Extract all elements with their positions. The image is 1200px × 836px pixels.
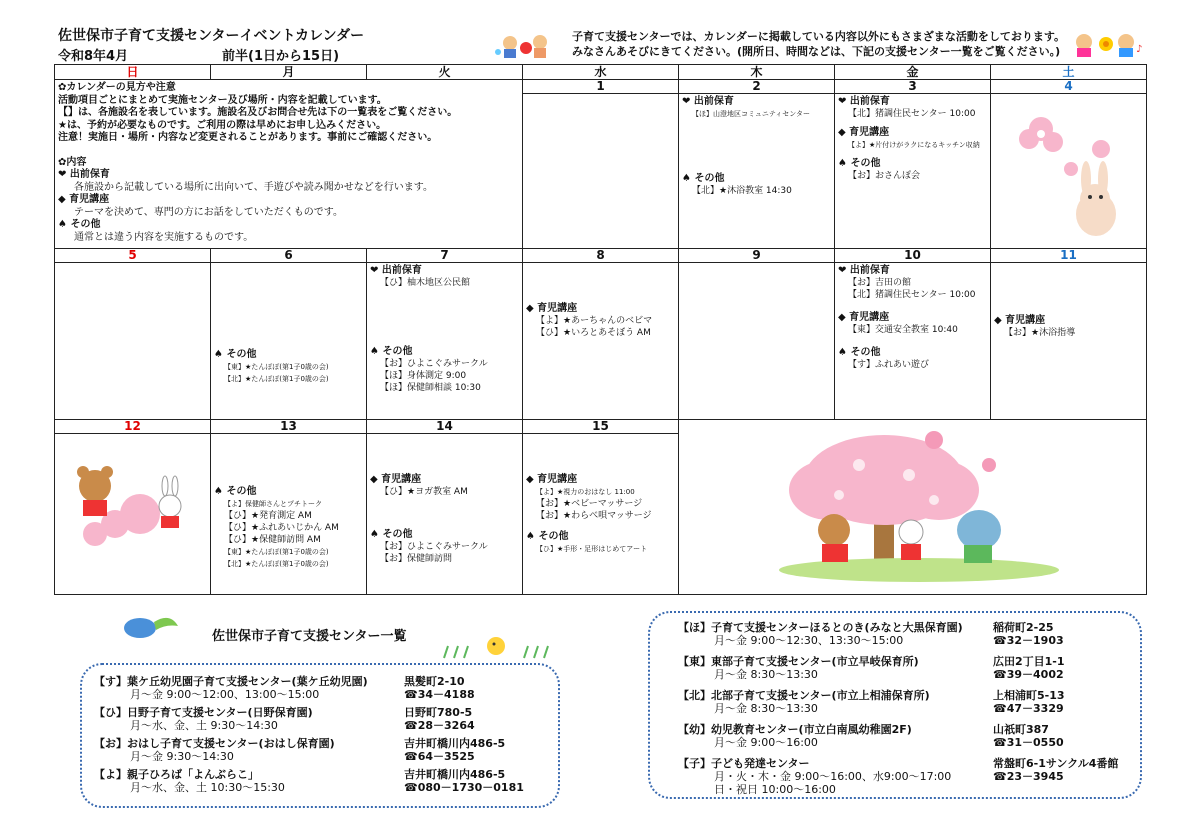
cherry-tree-illustration-icon [679,420,1147,590]
notice-text: 子育て支援センターでは、カレンダーに掲載している内容以外にもさまざまな活動をしております。 みなさんあそびにきてください。(開所日、時間などは、下記の支援センター一覧をご覧ください。) [572,30,1065,58]
center-tel: ☎34－4188 [404,688,475,701]
day-cell-11 [991,249,1147,420]
rabbit-blossom-illustration-icon [991,94,1147,244]
day-number: 3 [835,80,990,94]
day-number: 4 [991,80,1146,94]
legend-line: 活動項目ごとにまとめて実施センター及び場所・内容を記載しています。 [58,94,387,106]
event-item: 【ひ】★いろとあそぼう AM [536,328,651,338]
centers-title: 佐世保市子育て支援センター一覧 [212,629,407,644]
weekday-tue: 火 [367,65,523,80]
event-item: 【東】★たんぽぽ(第1子0歳の会) [224,548,329,556]
event-item: 【よ】保健師さんとプチトーク [224,500,322,508]
center-entry [678,689,1133,715]
category-demae: ❤ 出前保育 [370,265,422,276]
event-item: 【お】★わらべ唄マッサージ [536,511,652,521]
day-cell-12 [55,420,211,595]
event-item: 【お】★ベビーマッサージ [536,499,643,509]
center-hours: 月～金 9:00～12:00、13:00～15:00 [130,688,320,701]
center-entry [94,737,550,763]
legend-line: 注意！実施日・場所・内容など変更されることがあります。事前にご確認ください。 [58,132,438,143]
center-tel: ☎28－3264 [404,719,475,732]
center-hours: 月～金 9:00～12:30、13:30～15:00 [714,634,904,647]
day-cell-15 [523,420,679,595]
center-tel: ☎47－3329 [993,702,1064,715]
day-number: 13 [211,420,366,434]
category-ikuji: ◆ 育児講座 [526,474,578,485]
day-number: 11 [991,249,1146,263]
event-item: 【北】★たんぽぽ(第1子0歳の会) [224,560,329,568]
bird-icon [120,612,180,646]
category-demae: ❤ 出前保育 [682,96,734,107]
category-sonota: ♠ その他 [214,349,257,360]
day-cell-4 [991,80,1147,249]
center-address: 日野町780-5 [404,706,473,719]
center-entry [678,757,1133,796]
center-name: 【ひ】日野子育て支援センター(日野保育園) [94,706,313,719]
center-entry [678,655,1133,681]
category-sonota: ♠ その他 [838,158,881,169]
day-number: 9 [679,249,834,263]
center-hours: 月～水、金、土 9:30～14:30 [130,719,278,732]
category-ikuji: ◆ 育児講座 [838,127,890,138]
center-name: 【お】おはし子育て支援センター(おはし保育園) [94,737,335,750]
category-sonota: ♠ その他 [214,486,257,497]
center-address: 上相浦町5-13 [993,689,1065,702]
center-address: 吉井町橋川内486-5 [404,768,506,781]
center-name: 【幼】幼児教育センター(市立白南風幼稚園2F) [678,723,912,736]
event-item: 【ほ】山澄地区コミュニティセンター [692,110,811,118]
legend-cell [55,80,523,249]
category-demae: ❤ 出前保育 [838,96,890,107]
month-label: 令和8年4月 [58,49,129,64]
day-number: 14 [367,420,522,434]
category-sonota: ♠ その他 [682,173,725,184]
center-address: 吉井町橋川内486-5 [404,737,506,750]
weekday-sun: 日 [55,65,211,80]
event-item: 【よ】★片付けがラクになるキッチン収納 [848,141,980,149]
category-sonota: ♠ その他 [370,346,413,357]
event-item: 【ほ】保健師相談 10:30 [380,383,481,393]
day-cell-6 [211,249,367,420]
center-hours: 月～金 8:30～13:30 [714,702,818,715]
weekday-mon: 月 [211,65,367,80]
legend-cat-desc: 通常とは違う内容を実施するものです。 [74,231,254,243]
day-number: 12 [55,420,210,434]
day-number: 15 [523,420,678,434]
event-item: 【北】★たんぽぽ(第1子0歳の会) [224,375,329,383]
weekday-thu: 木 [679,65,835,80]
day-number: 8 [523,249,678,263]
center-address: 常盤町6-1サンクル4番館 [993,757,1119,770]
day-number: 5 [55,249,210,263]
center-entry [94,675,550,701]
day-cell-13 [211,420,367,595]
center-tel: ☎080－1730－0181 [404,781,524,794]
center-name: 【す】葉ケ丘幼児園子育て支援センター(葉ケ丘幼児園) [94,675,368,688]
legend-line: 【】は、各施設名を表しています。施設名及びお問合せ先は下の一覧表をご覧ください。 [58,107,458,118]
event-item: 【東】交通安全教室 10:40 [848,325,958,335]
weekday-fri: 金 [835,65,991,80]
center-address: 山祇町387 [993,723,1049,736]
day-number: 6 [211,249,366,263]
event-item: 【ひ】★発育測定 AM [224,511,312,521]
center-entry [678,723,1133,749]
category-ikuji: ◆ 育児講座 [838,312,890,323]
legend-cat-demae: ❤ 出前保育 [58,169,110,180]
center-name: 【北】北部子育て支援センター(市立上相浦保育所) [678,689,930,702]
center-entry [94,768,550,794]
event-item: 【よ】★視力のおはなし 11:00 [536,488,635,496]
day-cell-5 [55,249,211,420]
event-item: 【ひ】★保健師訪問 AM [224,535,321,545]
legend-content-heading: ✿内容 [58,156,87,168]
day-cell-2 [679,80,835,249]
center-address: 広田2丁目1-1 [993,655,1065,668]
center-tel: ☎32－1903 [993,634,1064,647]
centers-box-right [648,611,1142,799]
day-cell-9 [679,249,835,420]
day-cell-3 [835,80,991,249]
event-item: 【東】★たんぽぽ(第1子0歳の会) [224,363,329,371]
legend-cat-sonota: ♠ その他 [58,219,101,230]
calendar-grid [54,64,1147,595]
center-hours: 月～金 9:00～16:00 [714,736,818,749]
center-tel: ☎23－3945 [993,770,1064,783]
category-demae: ❤ 出前保育 [838,265,890,276]
kids-illustration-icon [488,30,558,64]
center-name: 【東】東部子育て支援センター(市立早岐保育所) [678,655,919,668]
category-sonota: ♠ その他 [370,529,413,540]
category-sonota: ♠ その他 [838,347,881,358]
event-item: 【お】ひよこぐみサークル [380,542,488,552]
event-item: 【ほ】身体測定 9:00 [380,371,467,381]
event-item: 【お】保健師訪問 [380,554,453,564]
center-tel: ☎31－0550 [993,736,1064,749]
day-number: 7 [367,249,522,263]
event-item: 【北】猪調住民センター 10:00 [848,109,976,119]
blossom-tree-cell [679,420,1147,595]
day-cell-14 [367,420,523,595]
center-address: 黒髪町2-10 [404,675,465,688]
center-address: 稲荷町2-25 [993,621,1054,634]
day-number: 10 [835,249,990,263]
center-name: 【よ】親子ひろば「よんぶらこ」 [94,768,259,781]
event-item: 【ひ】★ヨガ教室 AM [380,487,468,497]
legend-line: ★は、予約が必要なものです。ご利用の際は早めにお申し込みください。 [58,119,387,131]
center-tel: ☎39－4002 [993,668,1064,681]
category-ikuji: ◆ 育児講座 [526,303,578,314]
day-cell-8 [523,249,679,420]
event-item: 【お】ひよこぐみサークル [380,359,488,369]
center-hours: 月～金 8:30～13:30 [714,668,818,681]
legend-heading: ✿カレンダーの見方や注意 [58,82,176,93]
center-hours: 月・火・木・金 9:00～16:00、水9:00～17:00 [714,770,952,783]
center-entry [678,621,1133,647]
center-hours: 月～金 9:30～14:30 [130,750,234,763]
centers-box-left [80,663,560,808]
center-name: 【ほ】子育て支援センターほるとのき(みなと大黒保育園) [678,621,963,634]
day-cell-7 [367,249,523,420]
event-item: 【ひ】★ふれあいじかん AM [224,523,339,533]
event-item: 【お】吉田の館 [848,278,912,288]
day-cell-1 [523,80,679,249]
center-hours: 月～水、金、土 10:30～15:30 [130,781,285,794]
center-name: 【子】子ども発達センター [678,757,810,770]
center-entry [94,706,550,732]
event-item: 【す】ふれあい遊び [848,360,930,370]
event-item: 【北】★沐浴教室 14:30 [692,186,792,196]
chick-grass-icon [440,632,560,664]
half-label: 前半(1日から15日) [222,49,340,64]
bear-rabbit-illustration-icon [55,434,211,584]
category-sonota: ♠ その他 [526,531,569,542]
event-item: 【ひ】★手形・足形はじめてアート [536,545,648,553]
day-cell-10 [835,249,991,420]
day-number: 2 [679,80,834,94]
weekday-wed: 水 [523,65,679,80]
event-item: 【よ】★あーちゃんのベビマ [536,316,653,326]
center-tel: ☎64－3525 [404,750,475,763]
event-item: 【お】★沐浴指導 [1004,328,1076,338]
legend-cat-desc: 各施設から記載している場所に出向いて、手遊びや読み聞かせなどを行います。 [74,181,433,193]
center-hours: 日・祝日 10:00～16:00 [714,783,836,796]
event-item: 【お】おさんぽ会 [848,171,921,181]
page-title: 佐世保市子育て支援センターイベントカレンダー [58,28,365,44]
day-number: 1 [523,80,678,94]
legend-cat-desc: テーマを決めて、専門の方にお話をしていただくものです。 [74,206,343,218]
event-item: 【ひ】柚木地区公民館 [380,278,471,288]
category-ikuji: ◆ 育児講座 [994,315,1046,326]
event-item: 【北】猪調住民センター 10:00 [848,290,976,300]
category-ikuji: ◆ 育児講座 [370,474,422,485]
weekday-sat: 土 [991,65,1147,80]
legend-cat-ikuji: ◆ 育児講座 [58,194,110,205]
svg-text:♪: ♪ [1136,44,1143,55]
kids-flower-illustration-icon [1070,30,1145,62]
